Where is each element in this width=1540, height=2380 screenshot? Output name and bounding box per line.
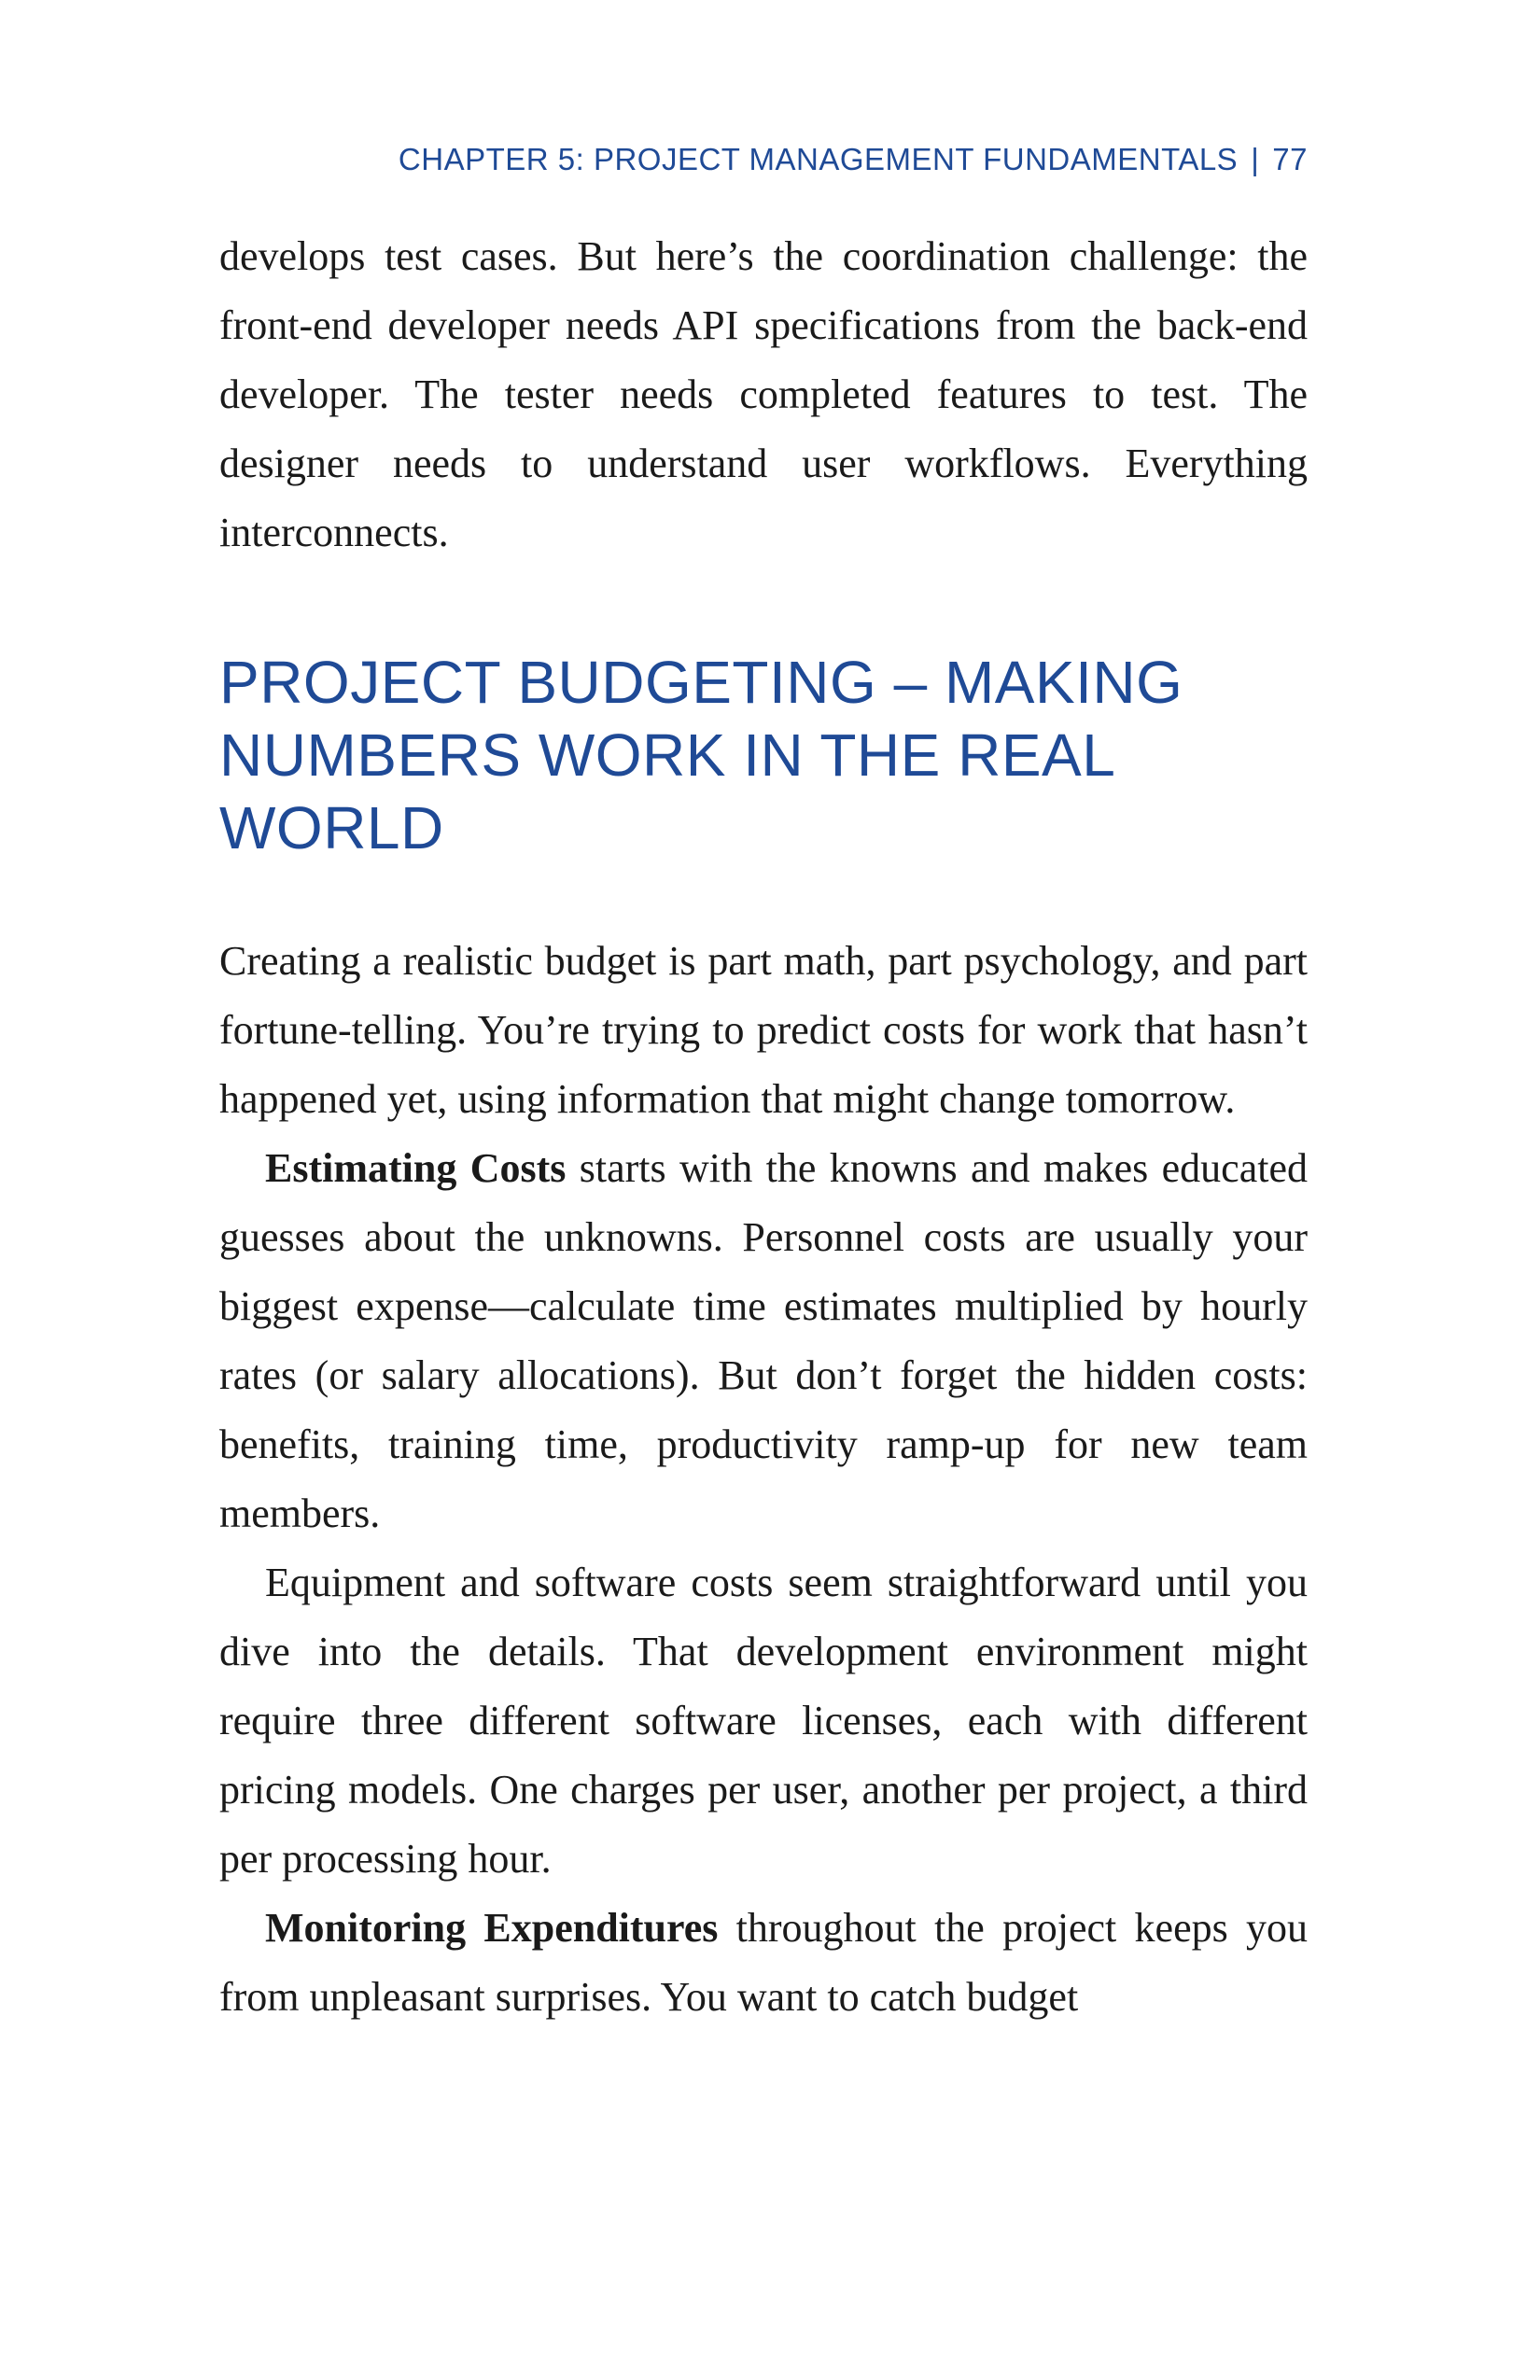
monitoring-expenditures-term: Monitoring Expenditures [265, 1905, 719, 1951]
intro-paragraph: Creating a realistic budget is part math, part psychology, and part fortune-telling. You’re trying to predict costs for work that hasn’t happened yet, using information that might change tomorrow. [219, 938, 1308, 1122]
continued-text [219, 222, 1308, 567]
monitoring-expenditures-text: throughout the project keeps you from unpleasant surprises. You want to catch budget [219, 1905, 1308, 2020]
equipment-paragraph: Equipment and software costs seem straightforward until you dive into the details. That development environment might require three different software licenses, each with different pricing models. One charges per user, another per project, a third per processing hour. [219, 1560, 1308, 1882]
monitoring-expenditures-paragraph [219, 1894, 1308, 2032]
estimating-costs-term: Estimating Costs [265, 1145, 567, 1191]
chapter-title: CHAPTER 5: PROJECT MANAGEMENT FUNDAMENTALS [398, 142, 1239, 176]
running-header [219, 142, 1308, 177]
header-separator: | [1251, 142, 1260, 176]
continued-paragraph: develops test cases. But here’s the coordination challenge: the front-end developer needs API specifications from the back-end developer. The tester needs completed features to test. The designer needs to understand user workflows. Everything interconnects. [219, 233, 1308, 555]
section-body [219, 927, 1308, 2032]
estimating-costs-paragraph [219, 1134, 1308, 1548]
estimating-costs-text: starts with the knowns and makes educated guesses about the unknowns. Personnel costs are usually your biggest expense—calculate time estimates multiplied by hourly rates (or salary allocations). But don’t forget the hidden costs: benefits, training time, productivity ramp-up for new team members. [219, 1145, 1308, 1536]
page-number: 77 [1272, 142, 1308, 176]
section-heading: PROJECT BUDGETING – MAKING NUMBERS WORK IN THE REAL WORLD [219, 649, 1183, 861]
